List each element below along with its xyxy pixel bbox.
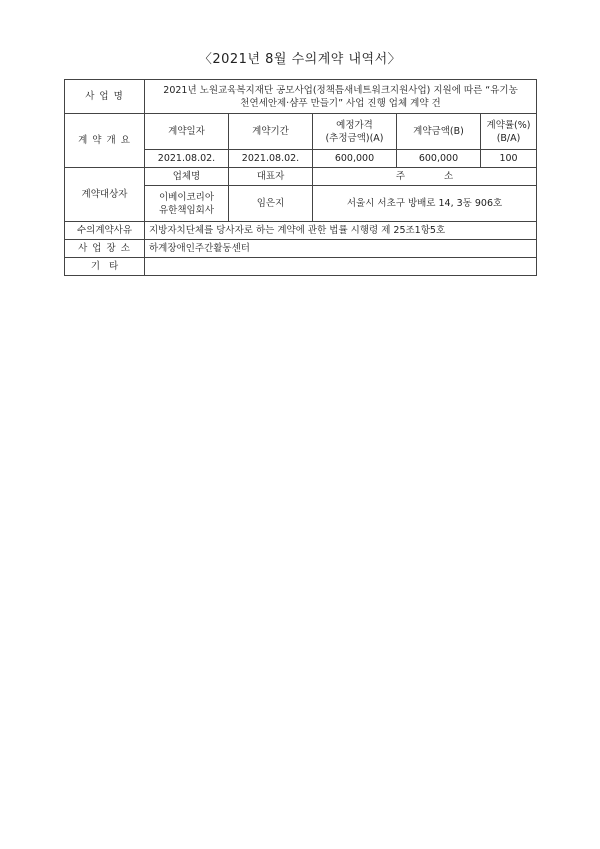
address-value: 서울시 서초구 방배로 14, 3동 906호 xyxy=(313,186,537,222)
contract-amount-value: 600,000 xyxy=(397,150,481,168)
reason-label: 수의계약사유 xyxy=(65,222,145,240)
representative-value: 임은지 xyxy=(229,186,313,222)
header-estimated-price xyxy=(313,114,397,150)
contract-period-value: 2021.08.02. xyxy=(229,150,313,168)
business-name-label: 사 업 명 xyxy=(65,80,145,114)
header-contract-amount: 계약금액(B) xyxy=(397,114,481,150)
reason-value: 지방자치단체를 당사자로 하는 계약에 관한 법률 시행령 제 25조1항5호 xyxy=(145,222,537,240)
location-row xyxy=(65,240,537,258)
header-address: 주 소 xyxy=(313,168,537,186)
contractor-label: 계약대상자 xyxy=(65,168,145,222)
etc-row xyxy=(65,258,537,276)
header-estimated-price-line1: 예정가격 xyxy=(336,119,373,131)
header-contract-date: 계약일자 xyxy=(145,114,229,150)
etc-label: 기 타 xyxy=(65,258,145,276)
contractor-header-row xyxy=(65,168,537,186)
contract-overview-label: 계 약 개 요 xyxy=(65,114,145,168)
contract-table xyxy=(64,79,537,276)
header-estimated-price-line2: (추정금액)(A) xyxy=(325,132,384,144)
company-name-value xyxy=(145,186,229,222)
page-title: 〈2021년 8월 수의계약 내역서〉 xyxy=(198,52,402,67)
contract-rate-value: 100 xyxy=(481,150,537,168)
company-name-line1: 이베이코리아 xyxy=(158,191,215,203)
location-value: 하계장애인주간활동센터 xyxy=(145,240,537,258)
contract-date-value: 2021.08.02. xyxy=(145,150,229,168)
header-representative: 대표자 xyxy=(229,168,313,186)
etc-value xyxy=(145,258,537,276)
business-name-row xyxy=(65,80,537,114)
contract-overview-header-row xyxy=(65,114,537,150)
business-name-line1: 2021년 노원교육복지재단 공모사업(정책틈새네트워크지원사업) 지원에 따른 “유기농 xyxy=(163,84,518,96)
header-company-name: 업체명 xyxy=(145,168,229,186)
location-label: 사 업 장 소 xyxy=(65,240,145,258)
estimated-price-value: 600,000 xyxy=(313,150,397,168)
header-contract-period: 계약기간 xyxy=(229,114,313,150)
header-contract-rate: 계약률(%)(B/A) xyxy=(481,114,537,150)
reason-row xyxy=(65,222,537,240)
business-name-line2: 천연세안제·샴푸 만들기” 사업 진행 업체 계약 건 xyxy=(240,97,441,109)
company-name-line2: 유한책임회사 xyxy=(158,204,215,216)
business-name-value xyxy=(145,80,537,114)
